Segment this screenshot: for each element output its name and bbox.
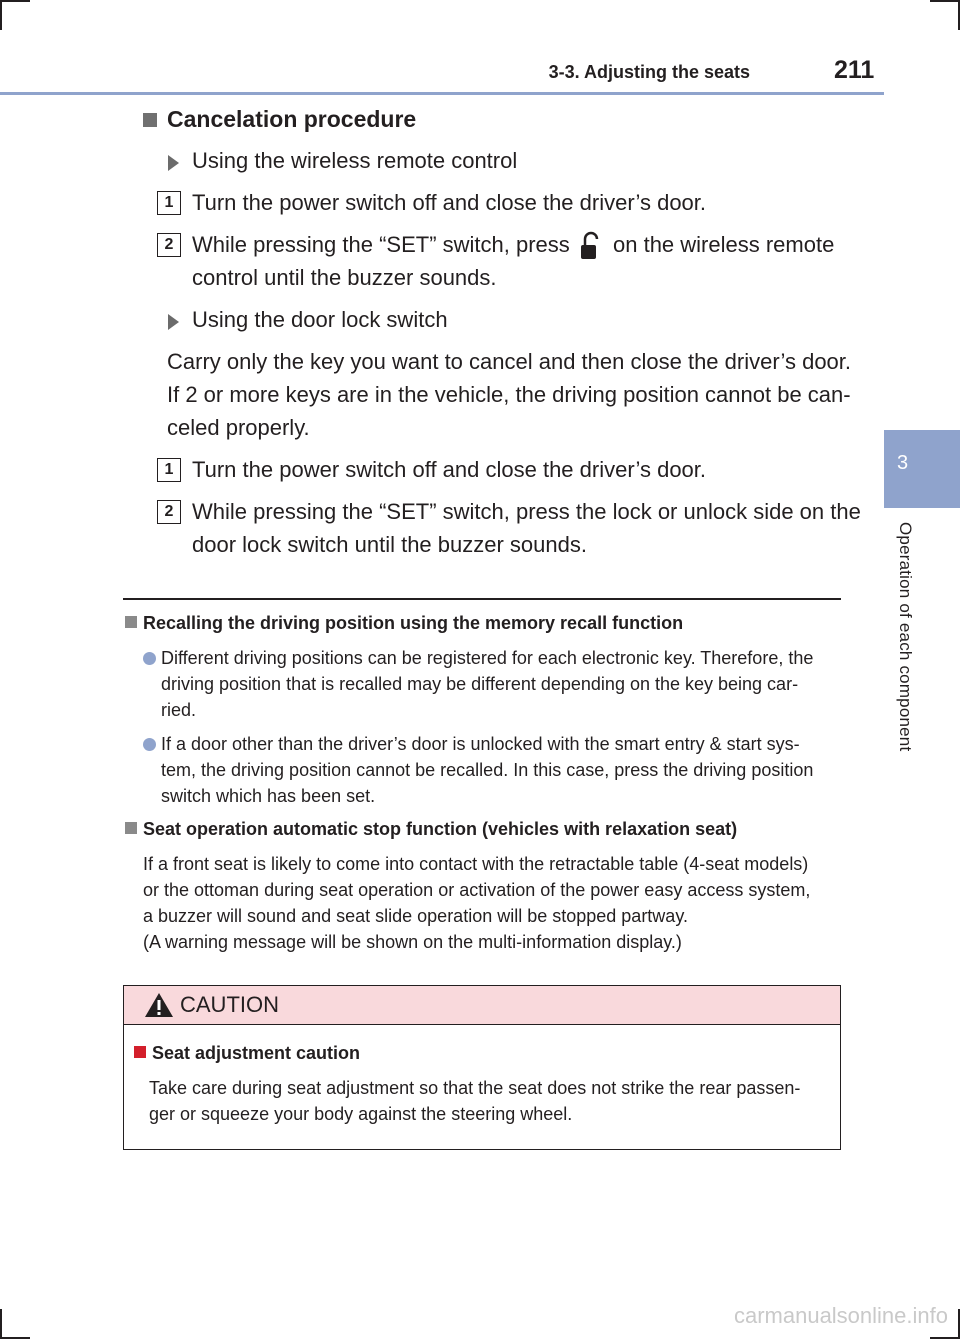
- paragraph-line: Carry only the key you want to cancel and then close the driver’s door.: [167, 349, 852, 374]
- subsection-label: Using the wireless remote control: [192, 148, 518, 173]
- subsection-label: Using the door lock switch: [192, 307, 448, 332]
- caution-header: [124, 986, 840, 1025]
- note-line: ried.: [161, 700, 197, 720]
- chapter-title: Operation of each component: [896, 522, 915, 752]
- watermark: carmanualsonline.info: [733, 1303, 948, 1328]
- caution-box: [123, 985, 841, 1150]
- square-bullet-icon: [143, 113, 157, 127]
- heading-text: Cancelation procedure: [167, 106, 417, 132]
- chapter-number: 3: [897, 452, 909, 474]
- section-title: 3-3. Adjusting the seats: [548, 62, 750, 82]
- crop-mark: [0, 0, 2, 30]
- note-heading-text: Seat operation automatic stop function (vehicles with relaxation seat): [143, 819, 738, 839]
- caution-heading: [134, 1043, 360, 1064]
- note-line: If a front seat is likely to come into contact with the retractable table (4-seat models): [143, 854, 809, 874]
- crop-mark: [0, 0, 30, 2]
- step-number: 1: [157, 458, 181, 482]
- caution-line: ger or squeeze your body against the steering wheel.: [149, 1104, 573, 1124]
- note-heading: [125, 819, 737, 840]
- triangle-right-icon: [168, 314, 179, 330]
- paragraph-line: If 2 or more keys are in the vehicle, the driving position cannot be can-: [167, 382, 851, 407]
- paragraph-line: celed properly.: [167, 415, 310, 440]
- step-text: While pressing the “SET” switch, press the lock or unlock side on the: [192, 499, 861, 524]
- note-line: a buzzer will sound and seat slide operation will be stopped partway.: [143, 906, 688, 926]
- note-line: switch which has been set.: [161, 786, 376, 806]
- square-bullet-icon: [125, 616, 137, 628]
- note-heading: [125, 613, 683, 634]
- step-number: 2: [157, 233, 181, 257]
- crop-mark: [0, 1309, 2, 1339]
- triangle-right-icon: [168, 155, 179, 171]
- header-rule: [0, 92, 884, 95]
- note-line: If a door other than the driver’s door is unlocked with the smart entry & start sys-: [161, 734, 800, 754]
- note-line: or the ottoman during seat operation or activation of the power easy access system,: [143, 880, 811, 900]
- square-bullet-icon: [125, 822, 137, 834]
- note-heading-text: Recalling the driving position using the memory recall function: [143, 613, 684, 633]
- bullet-dot-icon: [143, 652, 156, 665]
- note-line: Different driving positions can be registered for each electronic key. Therefore, the: [161, 648, 814, 668]
- bullet-dot-icon: [143, 738, 156, 751]
- caution-heading-text: Seat adjustment caution: [152, 1043, 361, 1063]
- step-number: 2: [157, 500, 181, 524]
- step-text: Turn the power switch off and close the driver’s door.: [192, 457, 707, 482]
- step-text: control until the buzzer sounds.: [192, 265, 497, 290]
- step-text: on the wireless remote: [613, 232, 835, 257]
- notes-rule: [123, 598, 841, 600]
- step-text: While pressing the “SET” switch, press: [192, 232, 570, 257]
- chapter-tab[interactable]: [884, 430, 960, 508]
- step-text: Turn the power switch off and close the driver’s door.: [192, 190, 707, 215]
- note-line: tem, the driving position cannot be recalled. In this case, press the driving position: [161, 760, 814, 780]
- note-line: driving position that is recalled may be different depending on the key being car-: [161, 674, 799, 694]
- caution-line: Take care during seat adjustment so that the seat does not strike the rear passen-: [149, 1078, 801, 1098]
- crop-mark: [930, 0, 960, 2]
- square-bullet-icon: [134, 1046, 146, 1058]
- section-heading: [143, 106, 416, 133]
- step-number: 1: [157, 191, 181, 215]
- page-number: 211: [834, 56, 875, 84]
- unlock-icon: [578, 231, 602, 263]
- caution-title: CAUTION: [180, 992, 279, 1017]
- warning-triangle-icon: [144, 992, 174, 1018]
- step-text: door lock switch until the buzzer sounds.: [192, 532, 587, 557]
- note-line: (A warning message will be shown on the multi-information display.): [143, 932, 682, 952]
